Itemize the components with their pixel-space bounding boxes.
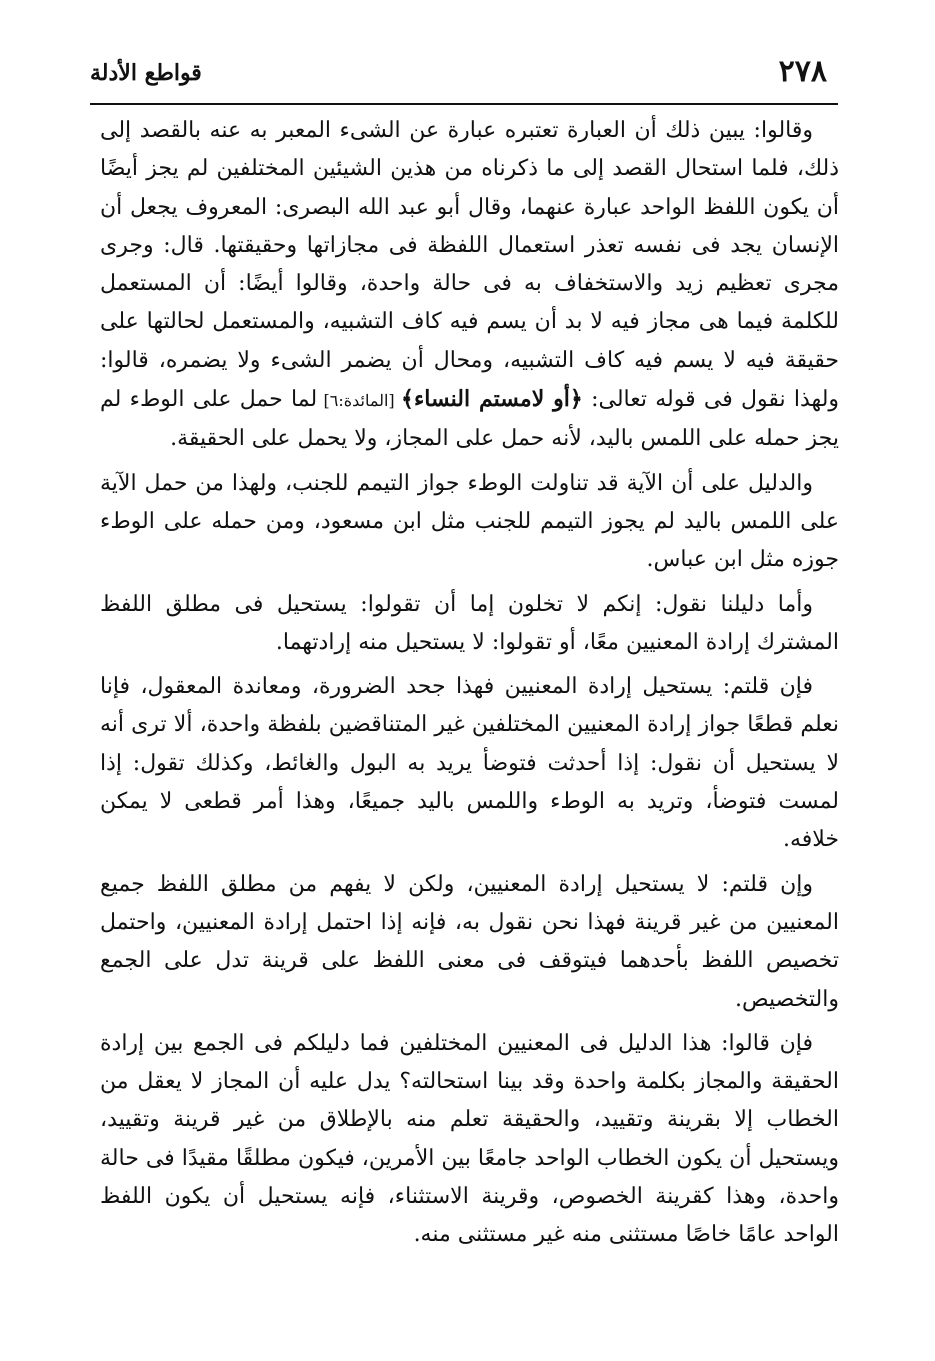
- running-title: قواطع الأدلة: [90, 60, 202, 86]
- page-number: ٢٧٨: [778, 54, 827, 89]
- paragraph-4: [100, 668, 839, 859]
- paragraph-text: وقالوا: يبين ذلك أن العبارة تعتبره عبارة عن الشىء المعبر به عنه بالقصد إلى ذلك، فلما استحال القصد إلى ما ذكرناه من هذين الشيئين المختلفين لم يجز أيضًا أن يكون اللفظ الواحد عبارة عنهما، وقال أبو عبد الله البصرى: المعروف يجعل أن الإنسان يجد فى نفسه تعذر استعمال اللفظة فى مجازاتها وحقيقتها. قال: وجرى مجرى تعظيم زيد والاستخفاف به فى حالة واحدة، وقالوا أيضًا: أن المستعمل للكلمة فيما هى مجاز فيه لا بد أن يسم فيه كاف التشبيه، والمستعمل لحالتها على حقيقة فيه لا يسم فيه كاف التشبيه، ومحال أن يضمر الشىء ولا يضمره، قالوا: ولهذا نقول فى قوله تعالى:: [100, 118, 840, 413]
- paragraph-text: وأما دليلنا نقول: إنكم لا تخلون إما أن تقولوا: يستحيل فى مطلق اللفظ المشترك إرادة المعنيين معًا، أو تقولوا: لا يستحيل منه إرادتهما.: [100, 591, 839, 655]
- verse-reference: [المائدة:٦]: [317, 391, 402, 411]
- page-header: [90, 52, 827, 96]
- paragraph-1: [100, 112, 839, 459]
- paragraph-text: فإن قالوا: هذا الدليل فى المعنيين المختلفين فما دليلكم فى الجمع بين إرادة الحقيقة والمجاز بكلمة واحدة وقد بينا استحالته؟ يدل عليه أن المجاز لا يعقل من الخطاب إلا بقرينة وتقييد، والحقيقة تعلم منه بالإطلاق من غير قرينة وتقييد، ويستحيل أن يكون الخطاب الواحد جامعًا بين الأمرين، فيكون مطلقًا مقيدًا فى حالة واحدة، وهذا كقرينة الخصوص، وقرينة الاستثناء، فإنه يستحيل أن يكون اللفظ الواحد عامًا خاصًا مستثنى منه غير مستثنى منه.: [100, 1030, 839, 1248]
- paragraph-3: [100, 586, 839, 663]
- paragraph-text: فإن قلتم: يستحيل إرادة المعنيين فهذا جحد الضرورة، ومعاندة المعقول، فإنا نعلم قطعًا جواز إرادة المعنيين المختلفين غير المتناقضين بلفظة واحدة، ألا ترى أنه لا يستحيل أن نقول: إذا أحدثت فتوضأ يريد به البول والغائط، وكذلك تقول: إذا لمست فتوضأ، وتريد به الوطء واللمس باليد جميعًا، وهذا أمر قطعى لا يمكن خلافه.: [100, 674, 839, 853]
- paragraph-2: [100, 465, 839, 580]
- paragraph-6: [100, 1025, 839, 1255]
- paragraph-text: والدليل على أن الآية قد تناولت الوطء جواز التيمم للجنب، ولهذا من حمل الآية على اللمس باليد لم يجوز التيمم للجنب مثل ابن مسعود، ومن حمله على الوطء جوزه مثل ابن عباس.: [100, 470, 839, 573]
- body-text: [100, 112, 839, 1261]
- quran-close-bracket: ﴾: [401, 386, 414, 413]
- paragraph-5: [100, 866, 839, 1019]
- paragraph-text: لما حمل على الوطء لم يجز حمله على اللمس باليد، لأنه حمل على المجاز، ولا يحمل على الحقيقة.: [100, 387, 839, 452]
- quran-open-bracket: ﴿: [569, 386, 583, 413]
- paragraph-text: وإن قلتم: لا يستحيل إرادة المعنيين، ولكن لا يفهم من مطلق اللفظ جميع المعنيين من غير قرينة فهذا نحن نقول به، فإنه إذا احتمل إرادة المعنيين، واحتمل تخصيص اللفظ بأحدهما فيتوقف فى معنى اللفظ على قرينة تدل على الجمع والتخصيص.: [100, 871, 839, 1012]
- quran-verse: أو لامستم النساء: [413, 386, 570, 413]
- header-rule: [90, 103, 838, 105]
